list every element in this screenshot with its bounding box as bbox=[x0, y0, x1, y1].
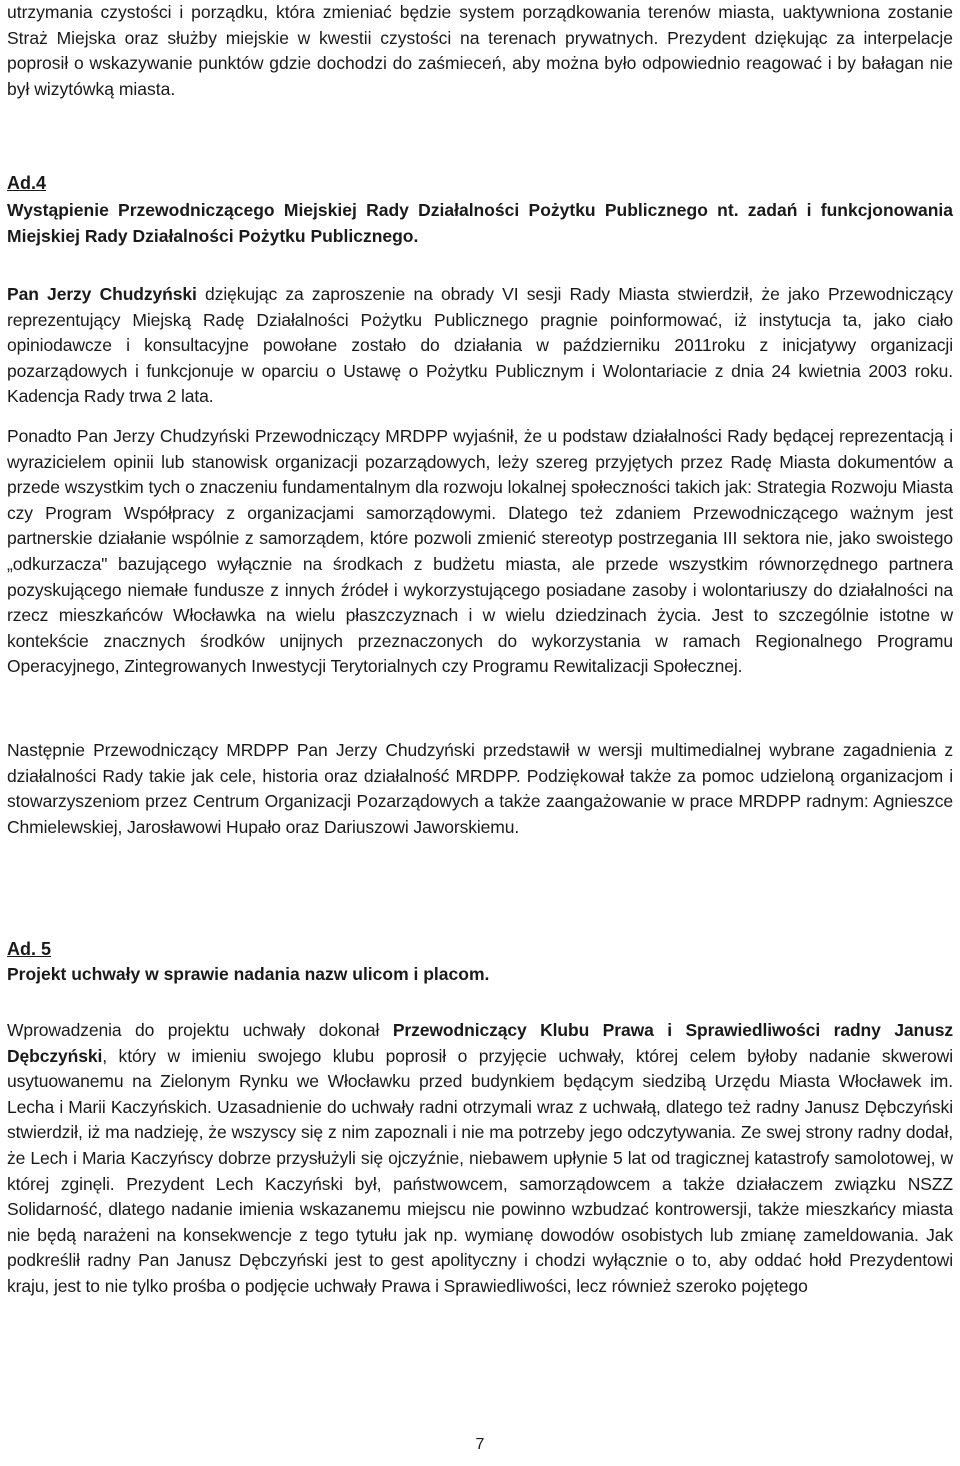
speaker-name: Pan Jerzy Chudzyński bbox=[7, 284, 197, 304]
speaker-name: Przewodniczący Klubu Prawa i Sprawiedliwości radny Janusz Dębczyński bbox=[7, 1020, 953, 1066]
section-5-label: Ad. 5 bbox=[7, 939, 52, 959]
section-5-paragraph-1 bbox=[7, 1018, 953, 1300]
paragraph-text: , który w imieniu swojego klubu poprosił o przyjęcie uchwały, której celem byłoby nadanie skwerowi usytuowanemu na Zielonym Rynku we Włocławku przed budynkiem będącym siedzibą Urzędu Miasta Włocławek im. Lecha i Marii Kaczyńskich. Uzasadnienie do uchwały radni otrzymali wraz z uchwałą, dlatego też radny Janusz Dębczyński stwierdził, iż ma nadzieję, że wszyscy się z nim zapoznali i nie ma potrzeby jego odczytywania. Ze swej strony radny dodał, że Lech i Maria Kaczyńscy dobrze przysłużyli się ojczyźnie, niebawem upłynie 5 lat od tragicznej katastrofy samolotowej, w której zginęli. Prezydent Lech Kaczyński był, państwowcem, samorządowcem a także działaczem związku NSZZ Solidarność, dlatego nadanie imienia wskazanemu miejscu nie powinno wzbudzać kontrowersji, także mieszkańcy miasta nie będą narażeni na konsekwencje z tego tytułu jak np. wymianę dowodów osobistych lub zmianę zameldowania. Jak podkreślił radny Pan Janusz Dębczyński jest to gest apolityczny i chodzi wyłącznie o to, aby oddać hołd Prezydentowi kraju, jest to nie tylko prośba o podjęcie uchwały Prawa i Sprawiedliwości, lecz również szeroko pojętego bbox=[7, 1045, 953, 1296]
section-4-title: Wystąpienie Przewodniczącego Miejskiej Rady Działalności Pożytku Publicznego nt. zadań i funkcjonowania Miejskiej Rady Działalności Pożytku Publicznego. bbox=[7, 200, 953, 246]
page-number: 7 bbox=[475, 1436, 485, 1453]
section-4-paragraph-3: Następnie Przewodniczący MRDPP Pan Jerzy Chudzyński przedstawił w wersji multimedialnej wybrane zagadnienia z działalności Rady takie jak cele, historia oraz działalność MRDPP. Podziękował także za pomoc udzieloną organizacjom i stowarzyszeniom przez Centrum Organizacji Pozarządowych a także zaangażowanie w prace MRDPP radnym: Agnieszce Chmielewskiej, Jarosławowi Hupało oraz Dariuszowi Jaworskiemu. bbox=[7, 740, 953, 837]
paragraph-text: Wprowadzenia do projektu uchwały dokonał bbox=[7, 1020, 393, 1040]
intro-paragraph: utrzymania czystości i porządku, która zmieniać będzie system porządkowania terenów miasta, uaktywniona zostanie Straż Miejska oraz służby miejskie w kwestii czystości na terenach prywatnych. Prezydent dziękując za interpelacje poprosił o wskazywanie punktów gdzie dochodzi do zaśmieceń, aby można było odpowiednio reagować i by bałagan nie był wizytówką miasta. bbox=[7, 2, 953, 99]
paragraph-text: dziękując za zaproszenie na obrady VI sesji Rady Miasta stwierdził, że jako Przewodniczący reprezentujący Miejską Radę Działalności Pożytku Publicznego pragnie poinformować, iż instytucja ta, jako ciało opiniodawcze i konsultacyjne powołane zostało do działania w październiku 2011roku z inicjatywy organizacji pozarządowych i funkcjonuje w oparciu o Ustawę o Pożytku Publicznym i Wolontariacie z dnia 24 kwietnia 2003 roku. Kadencja Rady trwa 2 lata. bbox=[7, 284, 953, 407]
section-5-title: Projekt uchwały w sprawie nadania nazw ulicom i placom. bbox=[7, 964, 490, 984]
section-4-paragraph-1 bbox=[7, 282, 953, 410]
section-4-paragraph-2: Ponadto Pan Jerzy Chudzyński Przewodniczący MRDPP wyjaśnił, że u podstaw działalności Rady będącej reprezentacją i wyrazicielem opinii lub stanowisk organizacji pozarządowych, leży szereg przyjętych przez Radę Miasta dokumentów a przede wszystkim tych o znaczeniu fundamentalnym dla rozwoju lokalnej społeczności takich jak: Strategia Rozwoju Miasta czy Program Współpracy z organizacjami samorządowymi. Dlatego też zdaniem Przewodniczącego ważnym jest partnerskie działanie wspólnie z samorządem, które pozwoli zmienić stereotyp postrzegania III sektora nie, jako swoistego „odkurzacza" bazującego wyłącznie na środkach z budżetu miasta, ale przede wszystkim równorzędnego partnera pozyskującego niemałe fundusze z innych źródeł i wykorzystującego posiadane zasoby i wolontariuszy do działalności na rzecz mieszkańców Włocławka na wielu płaszczyznach i w wielu dziedzinach życia. Jest to szczególnie istotne w kontekście znacznych środków unijnych przeznaczonych do wykorzystania w ramach Regionalnego Programu Operacyjnego, Zintegrowanych Inwestycji Terytorialnych czy Programu Rewitalizacji Społecznej. bbox=[7, 426, 953, 677]
section-4-label: Ad.4 bbox=[7, 173, 47, 193]
